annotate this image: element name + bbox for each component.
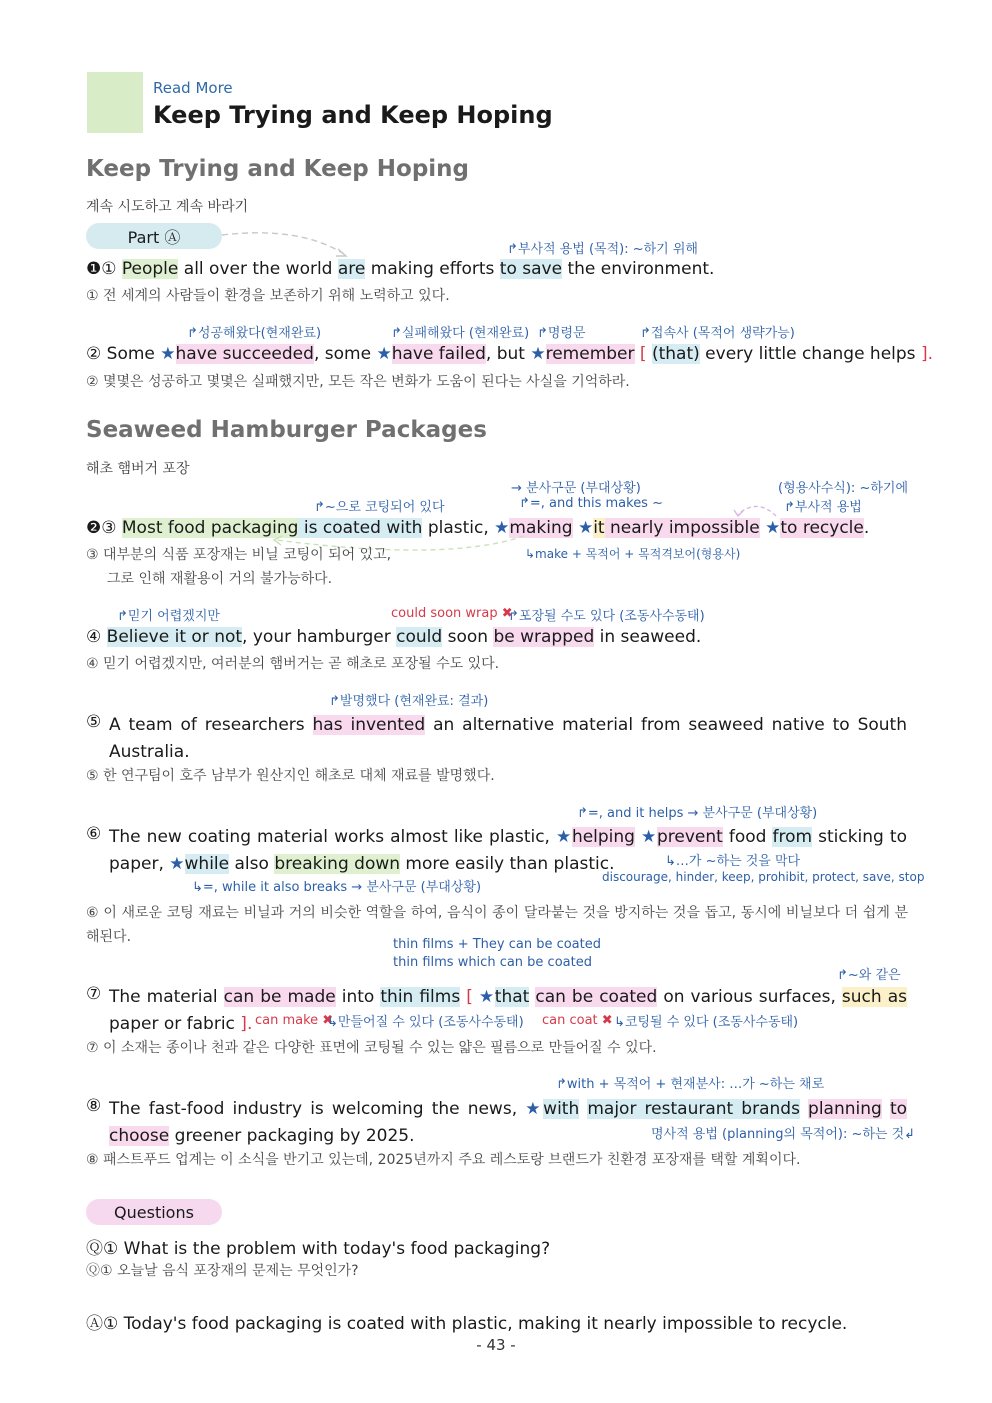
s4-note-1: ↱믿기 어렵겠지만 [117, 609, 220, 624]
s1-number: ❶① [86, 259, 117, 279]
s3-note-2: (형용사수식): ~하기에 [778, 481, 909, 496]
section-subtitle-seaweed: 해초 햄버거 포장 [86, 461, 190, 477]
s3-translation-2: 그로 인해 재활용이 거의 불가능하다. [107, 571, 333, 587]
page-title: Keep Trying and Keep Hoping [153, 101, 553, 129]
part-a-arrow-icon [220, 228, 360, 262]
s2-number: ② [86, 344, 102, 364]
s3-curve-arrow-icon [730, 500, 780, 520]
page-number: - 43 - [476, 1336, 516, 1354]
sentence-3: ❷③ Most food packaging is coated with plastic, ★making ★it nearly impossible ★to recycle. [86, 518, 870, 538]
s1-translation: ① 전 세계의 사람들이 환경을 보존하기 위해 노력하고 있다. [86, 288, 450, 304]
s6-note-2: ↳…가 ~하는 것을 막다 [665, 854, 801, 869]
s6-translation: ⑥ 이 새로운 코팅 재료는 비닐과 거의 비슷한 역할을 하여, 음식이 종이 달라붙는 것을 방지하는 것을 돕고, 동시에 비닐보다 더 쉽게 분해된다. [86, 905, 908, 945]
section-title-keep-trying: Keep Trying and Keep Hoping [86, 156, 470, 182]
s3-note-3: ↱~으로 코팅되어 있다 [314, 500, 445, 515]
s2-note-2: ↱실패해왔다 (현재완료) [391, 326, 530, 341]
sentence-5: A team of researchers has invented an alternative material from seaweed native to South Australia. [109, 715, 907, 762]
s2-translation: ② 몇몇은 성공하고 몇몇은 실패했지만, 모든 작은 변화가 도움이 된다는 사실을 기억하라. [86, 374, 630, 390]
answer-1: Ⓐ① Today's food packaging is coated with plastic, making it nearly impossible to recycle. [86, 1314, 848, 1334]
s3-note-5: ↱부사적 용법 [784, 500, 862, 515]
sentence-6: The new coating material works almost like plastic, ★helping ★prevent food from sticking to paper, ★while also breaking down more easily than plastic. [109, 827, 907, 874]
s5-note: ↱발명했다 (현재완료: 결과) [329, 694, 489, 709]
s7-note-3: ↱~와 같은 [837, 968, 901, 983]
s7-note-4: can make ✖ [255, 1013, 334, 1028]
s8-note-2: 명사적 용법 (planning의 목적어): ~하는 것↲ [651, 1127, 916, 1142]
s6-note-3: discourage, hinder, keep, prohibit, protect, save, stop [602, 870, 925, 884]
s6-number: ⑥ [86, 824, 102, 844]
s2-note-1: ↱성공해왔다(현재완료) [187, 326, 322, 341]
s3-note-4: ↱=, and this makes ~ [519, 496, 663, 511]
s3-number: ❷③ [86, 518, 117, 538]
s7-note-6: can coat ✖ [542, 1013, 613, 1028]
s7-number: ⑦ [86, 984, 102, 1004]
s3-note-1: → 분사구문 (부대상황) [511, 481, 641, 496]
s1-note: ↱부사적 용법 (목적): ~하기 위해 [507, 242, 698, 257]
s8-translation: ⑧ 패스트푸드 업계는 이 소식을 반기고 있는데, 2025년까지 주요 레스토랑 브랜드가 친환경 포장재를 택할 계획이다. [86, 1152, 801, 1168]
s4-note-3: ↱포장될 수도 있다 (조동사수동태) [508, 609, 705, 624]
s8-note-1: ↱with + 목적어 + 현재분사: …가 ~하는 채로 [556, 1077, 825, 1092]
sentence-8: The fast-food industry is welcoming the news, ★with major restaurant brands planning to choose greener packaging by 2025. [109, 1099, 908, 1146]
s7-note-5: ↳만들어질 수 있다 (조동사수동태) [327, 1015, 524, 1030]
s6-note-1: ↱=, and it helps → 분사구문 (부대상황) [577, 806, 818, 821]
s7-note-7: ↳코팅될 수 있다 (조동사수동태) [614, 1015, 799, 1030]
s4-translation: ④ 믿기 어렵겠지만, 여러분의 햄버거는 곧 해초로 포장될 수도 있다. [86, 656, 500, 672]
s4-number: ④ [86, 627, 102, 647]
s4-note-2: could soon wrap ✖ [391, 606, 513, 621]
sentence-2: ② Some ★have succeeded, some ★have failed, but ★remember [ (that) every little change helps ]. [86, 344, 933, 364]
s7-note-2: thin films which can be coated [393, 955, 592, 970]
s8-number: ⑧ [86, 1096, 102, 1116]
s3-translation-1: ③ 대부분의 식품 포장재는 비닐 코팅이 되어 있고, [86, 547, 392, 563]
s2-note-4: ↱접속사 (목적어 생략가능) [640, 326, 795, 341]
questions-label: Questions [86, 1199, 222, 1225]
header-color-block [87, 72, 143, 133]
s6-note-4: ↳=, while it also breaks → 분사구문 (부대상황) [192, 880, 482, 895]
s7-translation: ⑦ 이 소재는 종이나 천과 같은 다양한 표면에 코팅될 수 있는 얇은 필름으로 만들어질 수 있다. [86, 1040, 657, 1056]
read-more-label: Read More [153, 79, 233, 97]
s5-number: ⑤ [86, 712, 102, 732]
s2-note-3: ↱명령문 [537, 326, 586, 341]
s5-translation: ⑤ 한 연구팀이 호주 남부가 원산지인 해초로 대체 재료를 발명했다. [86, 768, 495, 784]
section-title-seaweed: Seaweed Hamburger Packages [86, 417, 487, 443]
part-a-label: Part Ⓐ [86, 223, 222, 249]
section-subtitle-keep-trying: 계속 시도하고 계속 바라기 [86, 199, 249, 215]
question-1: Ⓠ① What is the problem with today's food packaging? [86, 1239, 551, 1259]
s3-note-6: ↳make + 목적어 + 목적격보어(형용사) [525, 547, 741, 561]
sentence-7: The material can be made into thin films [ ★that can be coated on various surfaces, such as paper or fabric ]. [109, 987, 907, 1034]
s7-note-1: thin films + They can be coated [393, 937, 601, 952]
question-1-translation: Ⓠ① 오늘날 음식 포장재의 문제는 무엇인가? [86, 1263, 359, 1279]
sentence-4: ④ Believe it or not, your hamburger could soon be wrapped in seaweed. [86, 627, 702, 647]
sentence-1: ❶① People all over the world are making efforts to save the environment. [86, 259, 715, 279]
